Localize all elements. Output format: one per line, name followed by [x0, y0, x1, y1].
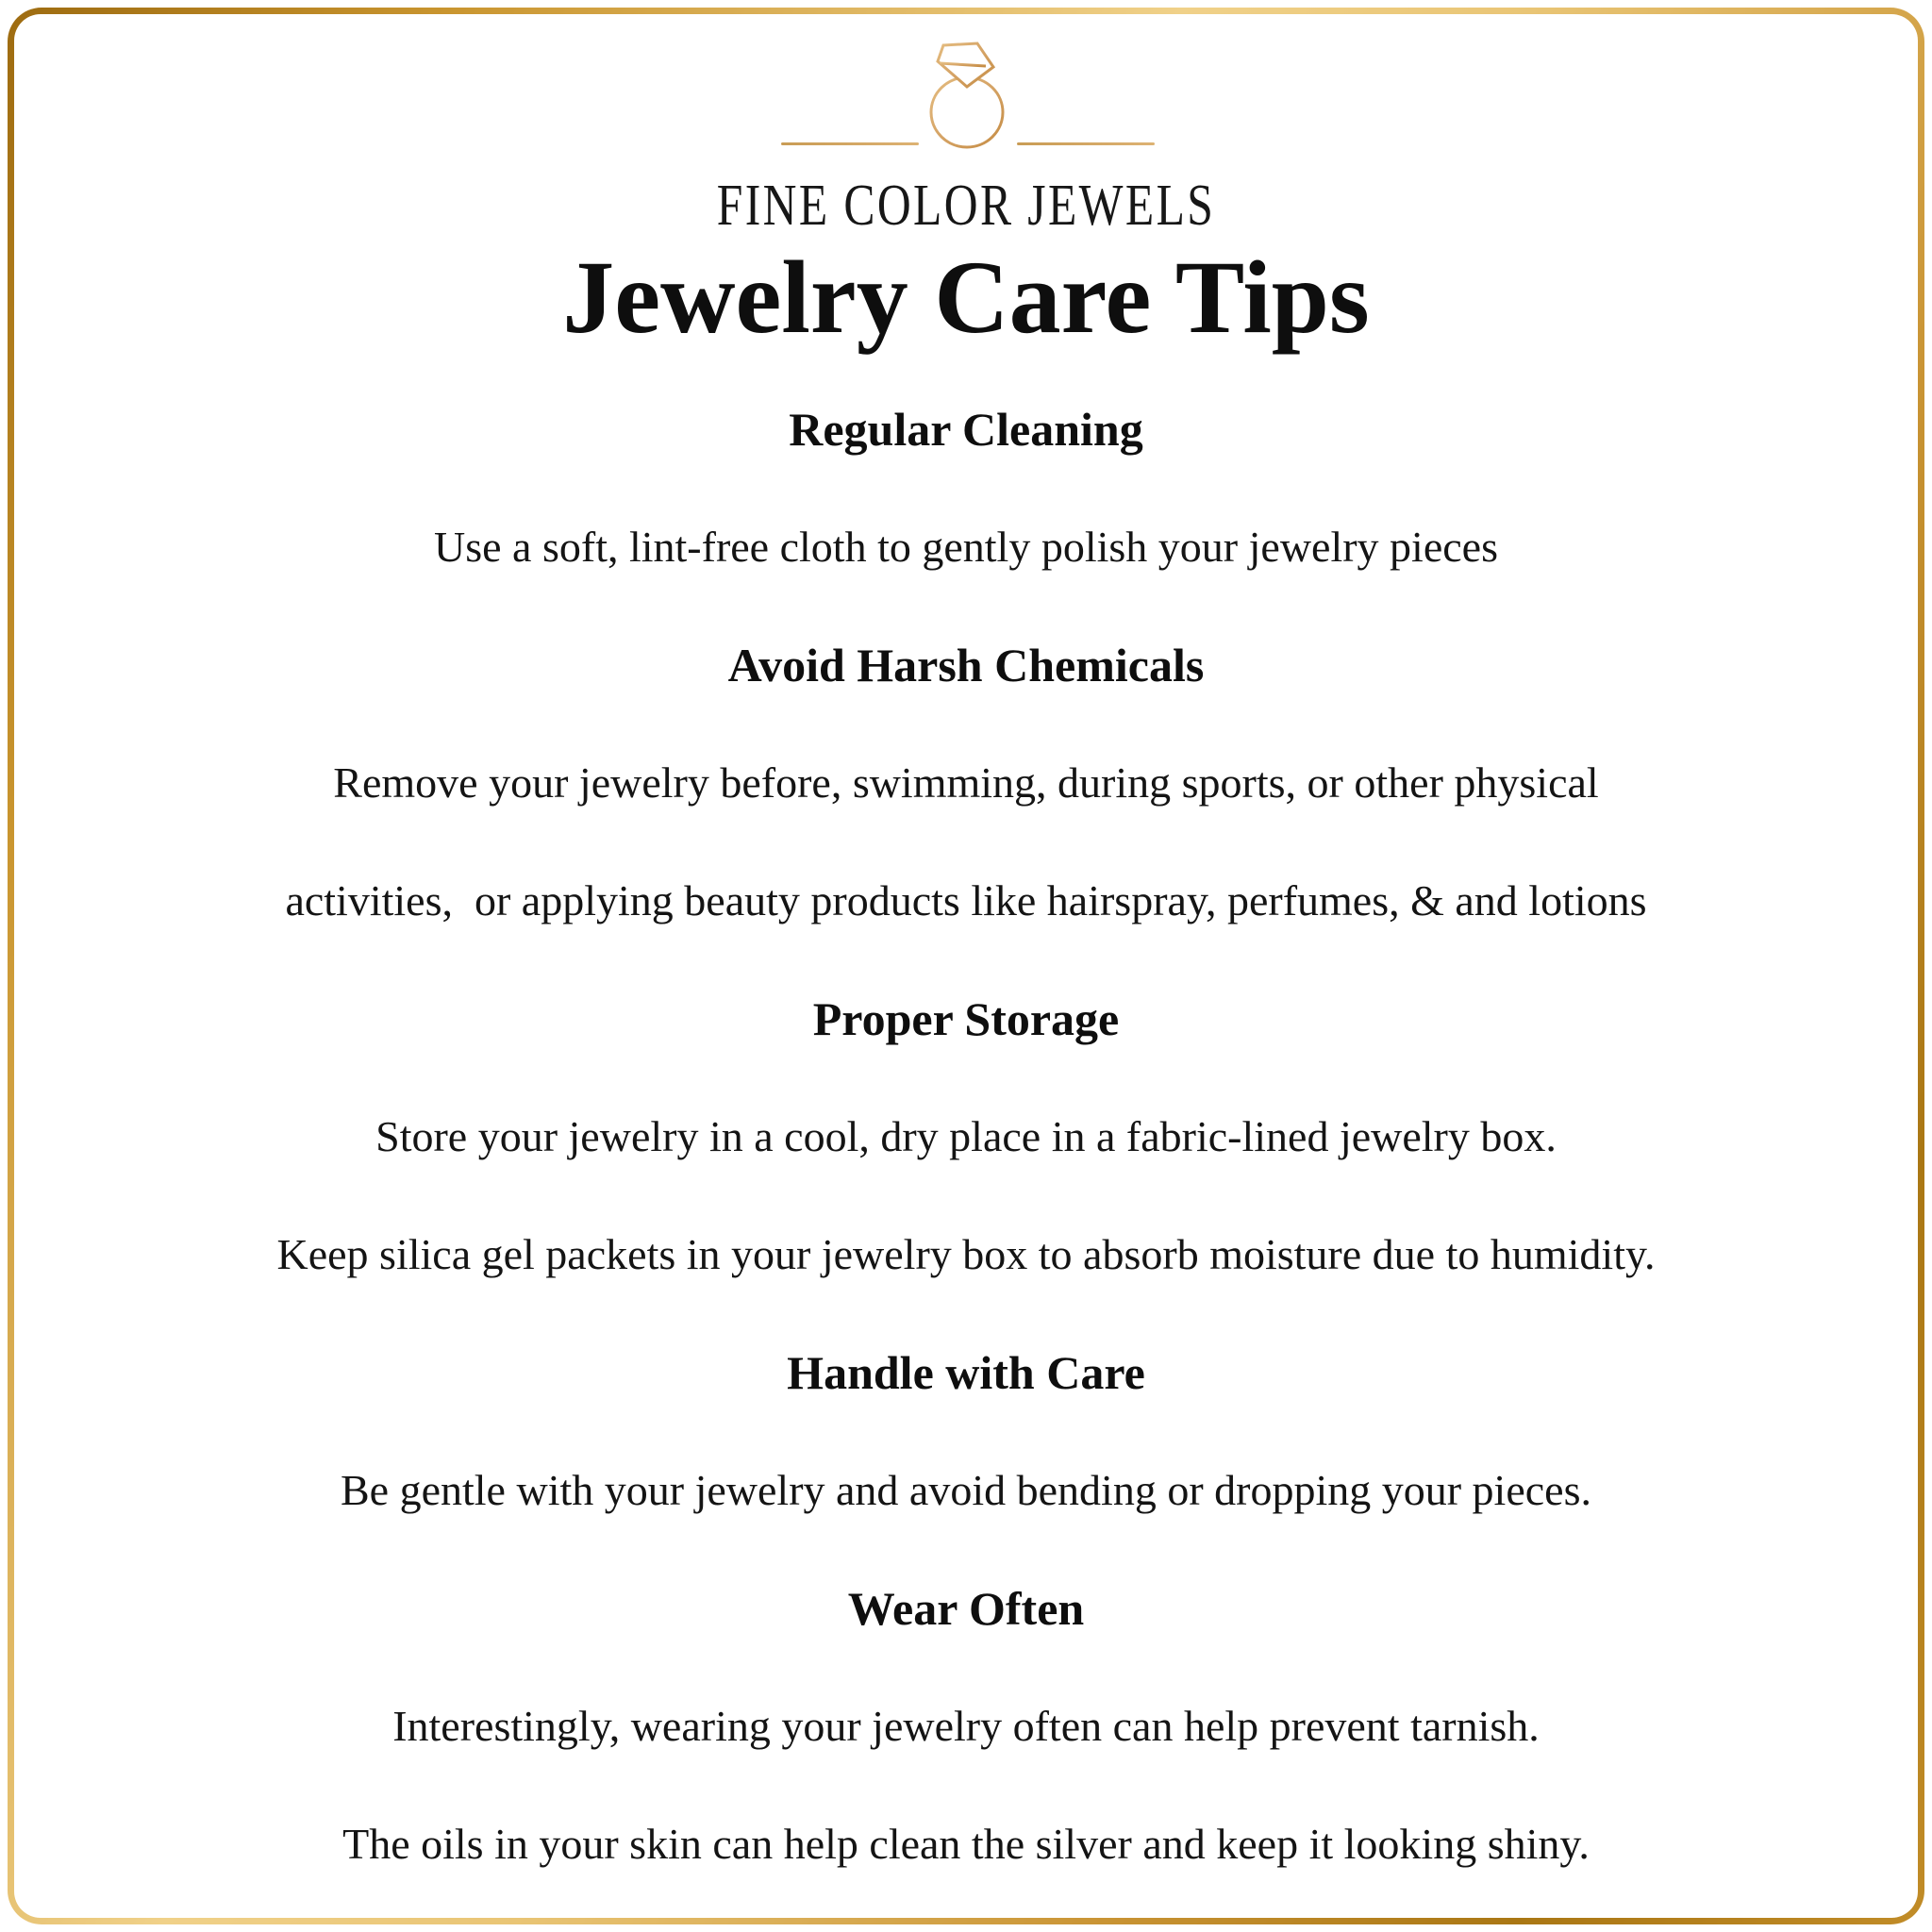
section-heading-wear-often: Wear Often: [847, 1581, 1085, 1635]
section-line: Store your jewelry in a cool, dry place in a fabric-lined jewelry box.: [375, 1111, 1557, 1160]
page-title: Jewelry Care Tips: [562, 240, 1370, 355]
brand-name: FINE COLOR JEWELS: [716, 174, 1216, 238]
section-line: Remove your jewelry before, swimming, during sports, or other physical: [333, 758, 1599, 807]
section-line: Be gentle with your jewelry and avoid bending or dropping your pieces.: [340, 1465, 1591, 1514]
jewelry-care-card: [14, 14, 1918, 1918]
gold-border-frame: [8, 8, 1924, 1924]
section-heading-handle-with-care: Handle with Care: [787, 1345, 1145, 1399]
diamond-ring-icon: [923, 39, 1009, 155]
section-line: The oils in your skin can help clean the silver and keep it looking shiny.: [342, 1819, 1590, 1868]
tips-content: [14, 370, 1918, 1903]
section-heading-regular-cleaning: Regular Cleaning: [789, 402, 1143, 456]
section-line: activities, or applying beauty products like hairspray, perfumes, & and lotions: [285, 875, 1647, 924]
logo-divider-right: [1017, 142, 1155, 145]
section-line: Keep silica gel packets in your jewelry box to absorb moisture due to humidity.: [276, 1229, 1656, 1278]
logo-divider-left: [781, 142, 919, 145]
brand-logo: [636, 39, 1296, 150]
section-line: Interestingly, wearing your jewelry often can help prevent tarnish.: [392, 1701, 1540, 1750]
section-heading-proper-storage: Proper Storage: [812, 991, 1120, 1045]
section-heading-avoid-harsh-chemicals: Avoid Harsh Chemicals: [727, 638, 1205, 691]
section-line: Use a soft, lint-free cloth to gently polish your jewelry pieces: [434, 522, 1498, 571]
